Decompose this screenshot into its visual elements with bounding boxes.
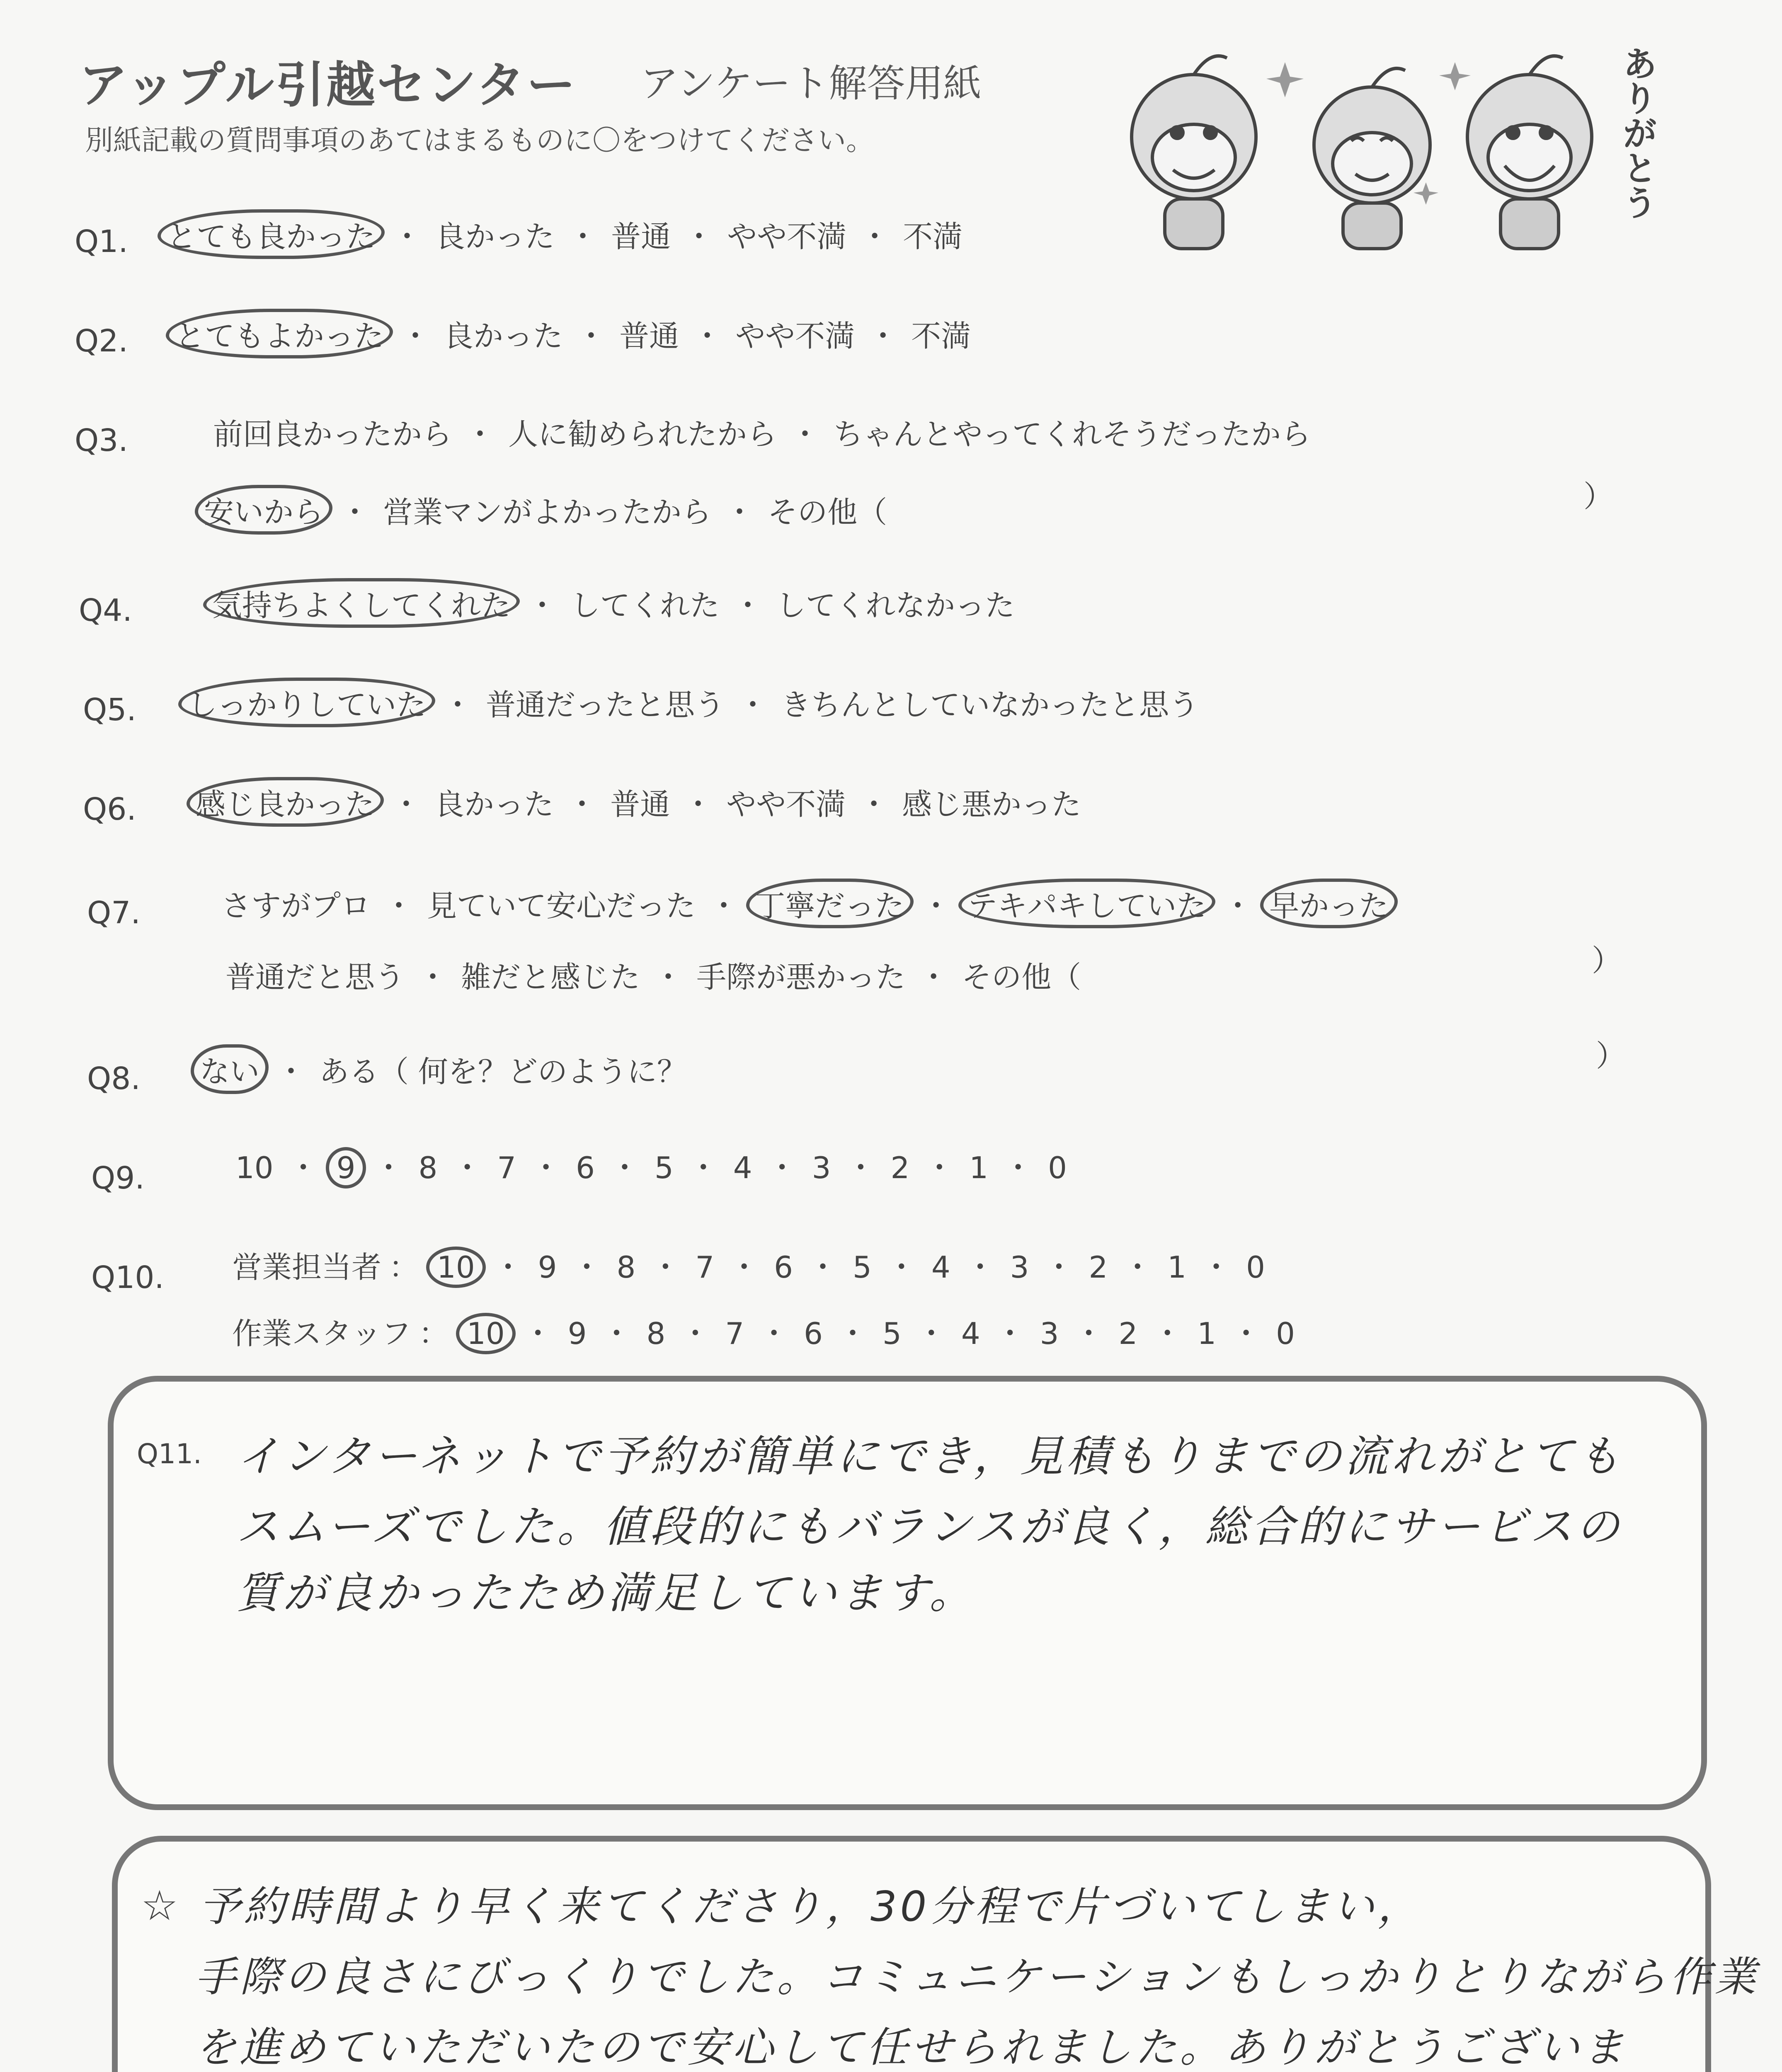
q10-staff-score-2[interactable]: 2 — [1118, 1316, 1138, 1351]
q3-option-6[interactable]: その他（ — [768, 495, 887, 530]
q1-option-3[interactable]: 普通 — [611, 219, 671, 254]
q9-score-1[interactable]: 1 — [969, 1150, 989, 1185]
q6-option-2[interactable]: 良かった — [434, 787, 554, 822]
q1-option-4[interactable]: やや不満 — [727, 219, 847, 254]
q10-sales-score-2[interactable]: 2 — [1089, 1250, 1108, 1285]
q5-options: しっかりしていた ・ 普通だったと思う ・ きちんとしていなかったと思う — [178, 678, 1205, 727]
q5-option-1[interactable]: しっかりしていた — [178, 678, 435, 727]
q3-option-3[interactable]: ちゃんとやってくれそうだったから — [833, 417, 1311, 452]
q1-option-2[interactable]: 良かった — [435, 219, 555, 254]
q10-staff-score-4[interactable]: 4 — [961, 1316, 980, 1351]
q6-option-3[interactable]: 普通 — [610, 787, 670, 822]
q4-option-3[interactable]: してくれなかった — [776, 588, 1015, 623]
q11-answer-line-3: 質が良かったため満足しています。 — [236, 1568, 976, 1618]
q10-sales-row: 営業担当者 ： 10 ・ 9 ・ 8 ・ 7 ・ 6 ・ 5 ・ 4 ・ 3 ・ 2 ・ 1 ・ 0 — [232, 1243, 1273, 1288]
q2-option-4[interactable]: やや不満 — [735, 319, 855, 353]
q6-option-5[interactable]: 感じ悪かった — [902, 787, 1081, 822]
q9-score-8[interactable]: 8 — [418, 1150, 438, 1185]
q5-option-2[interactable]: 普通だったと思う — [486, 687, 725, 722]
q4-option-1[interactable]: 気持ちよくしてくれた — [203, 578, 520, 628]
q10-sales-score-6[interactable]: 6 — [774, 1250, 793, 1285]
q4-option-2[interactable]: してくれた — [570, 588, 720, 623]
q10-staff-score-3[interactable]: 3 — [1040, 1316, 1059, 1351]
q9-score-5[interactable]: 5 — [654, 1150, 674, 1185]
q9-score-0[interactable]: 0 — [1048, 1150, 1067, 1185]
q9-label: Q9. — [91, 1160, 145, 1196]
q11-label: Q11. — [137, 1438, 202, 1470]
comment-line-2: 手際の良さにびっくりでした。コミュニケーションもしっかりとりながら作業 — [195, 1953, 1759, 2001]
q10-staff-label: 作業スタッフ — [232, 1316, 412, 1351]
q9-score-2[interactable]: 2 — [890, 1150, 910, 1185]
q8-label: Q8. — [87, 1061, 141, 1097]
q7-options-line1: さすがプロ ・ 見ていて安心だった ・ 丁寧だった ・ テキパキしていた ・ 早かった — [216, 879, 1398, 928]
form-title: アップル引越センター — [79, 56, 577, 114]
q10-sales-score-9[interactable]: 9 — [538, 1250, 557, 1285]
q6-options: 感じ良かった ・ 良かった ・ 普通 ・ やや不満 ・ 感じ悪かった — [187, 777, 1087, 827]
mascot-monkey-2 — [1314, 68, 1430, 249]
q7-label: Q7. — [87, 895, 141, 931]
q2-options: とてもよかった ・ 良かった ・ 普通 ・ やや不満 ・ 不満 — [166, 309, 977, 358]
q10-staff-score-9[interactable]: 9 — [567, 1316, 587, 1351]
q9-score-10[interactable]: 10 — [235, 1150, 274, 1185]
q5-label: Q5. — [83, 692, 136, 728]
q1-label: Q1. — [75, 224, 128, 259]
q9-scale: 10 ・ 9 ・ 8 ・ 7 ・ 6 ・ 5 ・ 4 ・ 3 ・ 2 ・ 1 ・ 0 — [228, 1144, 1074, 1188]
mascot-monkey-3 — [1467, 56, 1592, 249]
q2-option-3[interactable]: 普通 — [619, 319, 679, 353]
q7-close-paren: ） — [1592, 943, 1622, 978]
q10-sales-label: 営業担当者 — [232, 1250, 382, 1285]
q3-label: Q3. — [75, 423, 128, 458]
q8-options: ない ・ ある（ 何を？どのように？ — [191, 1044, 693, 1094]
q3-option-1[interactable]: 前回良かったから — [213, 417, 452, 452]
q10-sales-score-4[interactable]: 4 — [931, 1250, 950, 1285]
q2-option-1[interactable]: とてもよかった — [166, 309, 393, 358]
q2-option-2[interactable]: 良かった — [444, 319, 563, 353]
q10-sales-score-3[interactable]: 3 — [1010, 1250, 1029, 1285]
q3-close-paren: ） — [1583, 479, 1614, 514]
q9-score-3[interactable]: 3 — [812, 1150, 831, 1185]
comment-line-1: 予約時間より早く来てくださり，30分程で片づいてしまい， — [199, 1882, 1423, 1931]
q9-score-4[interactable]: 4 — [733, 1150, 752, 1185]
q7-option-7[interactable]: 雑だと感じた — [461, 960, 640, 995]
q10-sales-score-0[interactable]: 0 — [1246, 1250, 1265, 1285]
q7-option-9[interactable]: その他（ — [962, 960, 1081, 995]
q6-option-1[interactable]: 感じ良かった — [187, 777, 384, 827]
q10-staff-score-6[interactable]: 6 — [804, 1316, 823, 1351]
q7-option-2[interactable]: 見ていて安心だった — [427, 888, 696, 923]
q3-options-line2: 安いから ・ 営業マンがよかったから ・ その他（ — [195, 485, 893, 535]
q3-options-line1: 前回良かったから ・ 人に勧められたから ・ ちゃんとやってくれそうだったから — [207, 410, 1316, 453]
q7-options-line2: 普通だと思う ・ 雑だと感じた ・ 手際が悪かった ・ その他（ — [220, 953, 1087, 996]
q11-answer-line-1: インターネットで予約が簡単にでき，見積もりまでの流れがとても — [236, 1431, 1624, 1481]
q7-option-1[interactable]: さすがプロ — [221, 888, 371, 923]
mascot-monkey-1 — [1132, 56, 1256, 249]
q10-staff-score-5[interactable]: 5 — [882, 1316, 902, 1351]
q1-option-1[interactable]: とても良かった — [158, 209, 385, 259]
q1-option-5[interactable]: 不満 — [903, 219, 963, 254]
form-subtitle: アンケート解答用紙 — [640, 61, 982, 106]
q10-staff-row: 作業スタッフ ： 10 ・ 9 ・ 8 ・ 7 ・ 6 ・ 5 ・ 4 ・ 3 ・ 2 ・ 1 ・ 0 — [232, 1310, 1302, 1354]
q9-score-9[interactable]: 9 — [326, 1147, 366, 1188]
q5-option-3[interactable]: きちんとしていなかったと思う — [781, 687, 1199, 722]
q9-score-6[interactable]: 6 — [576, 1150, 595, 1185]
q10-staff-score-10[interactable]: 10 — [456, 1313, 516, 1354]
q6-option-4[interactable]: やや不満 — [726, 787, 846, 822]
q3-option-2[interactable]: 人に勧められたから — [508, 417, 777, 452]
q2-option-5[interactable]: 不満 — [911, 319, 971, 353]
q4-options: 気持ちよくしてくれた ・ してくれた ・ してくれなかった — [203, 578, 1021, 628]
q7-option-8[interactable]: 手際が悪かった — [696, 960, 906, 995]
q7-option-5[interactable]: 早かった — [1260, 879, 1398, 928]
q4-label: Q4. — [79, 593, 132, 628]
q7-option-6[interactable]: 普通だと思う — [225, 960, 405, 995]
q8-option-1[interactable]: ない — [191, 1044, 269, 1094]
q10-sales-score-8[interactable]: 8 — [616, 1250, 636, 1285]
q10-sales-score-5[interactable]: 5 — [852, 1250, 872, 1285]
q10-sales-score-1[interactable]: 1 — [1167, 1250, 1187, 1285]
q11-answer-line-2: スムーズでした。値段的にもバランスが良く，総合的にサービスの — [236, 1501, 1623, 1552]
q2-label: Q2. — [75, 323, 128, 359]
q9-score-7[interactable]: 7 — [497, 1150, 516, 1185]
q10-sales-score-10[interactable]: 10 — [426, 1247, 486, 1288]
q10-sales-score-7[interactable]: 7 — [695, 1250, 715, 1285]
q10-staff-score-0[interactable]: 0 — [1276, 1316, 1295, 1351]
instruction-text: 別紙記載の質問事項のあてはまるものに〇をつけてください。 — [85, 124, 875, 157]
star-icon: ☆ — [141, 1881, 178, 1930]
q3-option-5[interactable]: 営業マンがよかったから — [383, 495, 712, 530]
comment-line-3: を進めていただいたので安心して任せられました。ありがとうございま — [195, 2023, 1627, 2072]
q10-staff-score-1[interactable]: 1 — [1197, 1316, 1217, 1351]
q3-option-4[interactable]: 安いから — [195, 485, 332, 535]
mascot-illustration — [1111, 37, 1650, 253]
q1-options: とても良かった ・ 良かった ・ 普通 ・ やや不満 ・ 不満 — [158, 209, 968, 259]
q10-staff-score-8[interactable]: 8 — [646, 1316, 666, 1351]
q7-option-4[interactable]: テキパキしていた — [958, 879, 1215, 928]
mascot-thanks-text: ありがとう — [1617, 46, 1658, 220]
q7-option-3[interactable]: 丁寧だった — [746, 879, 914, 928]
q6-label: Q6. — [83, 792, 136, 827]
q10-label: Q10. — [91, 1260, 164, 1295]
q8-close-paren: ） — [1596, 1038, 1626, 1073]
q10-staff-score-7[interactable]: 7 — [725, 1316, 744, 1351]
q8-option-2[interactable]: ある（ 何を？どのように？ — [319, 1054, 687, 1089]
